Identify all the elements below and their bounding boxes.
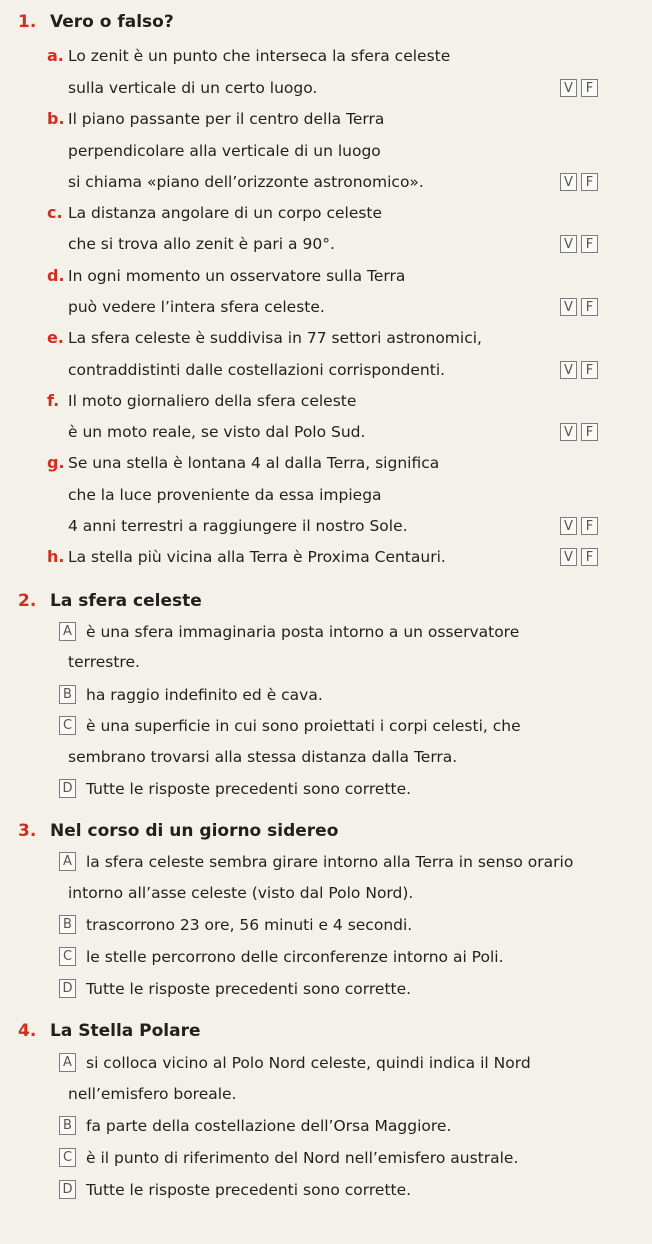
option-c-line-1: è una superficie in cui sono proiettati i corpi celesti, che — [86, 717, 521, 735]
option-d-box[interactable]: D — [59, 1180, 76, 1199]
option-c-box[interactable]: C — [59, 947, 76, 966]
option-a-box[interactable]: A — [59, 622, 76, 641]
option-b-box[interactable]: B — [59, 685, 76, 704]
option-d-box[interactable]: D — [59, 979, 76, 998]
question-1-title: Vero o falso? — [50, 12, 174, 32]
item-b-line-3: si chiama «piano dell’orizzonte astronomico». — [68, 173, 424, 191]
option-a-line-2: intorno all’asse celeste (visto dal Polo Nord). — [68, 884, 414, 902]
option-d-line-1: Tutte le risposte precedenti sono corrette. — [86, 780, 412, 798]
question-4-title: La Stella Polare — [50, 1021, 201, 1041]
item-g-line-3: 4 anni terrestri a raggiungere il nostro Sole. — [68, 517, 408, 535]
true-box[interactable]: V — [560, 548, 577, 566]
option-d-line-1: Tutte le risposte precedenti sono corrette. — [86, 1181, 412, 1199]
item-g-vf — [560, 517, 598, 535]
item-e-line-2: contraddistinti dalle costellazioni corrispondenti. — [68, 361, 446, 379]
option-c-line-1: le stelle percorrono delle circonferenze intorno ai Poli. — [86, 948, 504, 966]
item-c-line-1: La distanza angolare di un corpo celeste — [68, 204, 383, 222]
true-box[interactable]: V — [560, 235, 577, 253]
item-h-line-1: La stella più vicina alla Terra è Proxima Centauri. — [68, 548, 446, 566]
item-g-line-1: Se una stella è lontana 4 al dalla Terra, significa — [68, 454, 440, 472]
option-b-box[interactable]: B — [59, 1116, 76, 1135]
item-c-line-2: che si trova allo zenit è pari a 90°. — [68, 235, 335, 253]
true-box[interactable]: V — [560, 173, 577, 191]
item-f-line-2: è un moto reale, se visto dal Polo Sud. — [68, 423, 366, 441]
question-4-number: 4. — [18, 1021, 37, 1041]
false-box[interactable]: F — [581, 173, 598, 191]
true-box[interactable]: V — [560, 423, 577, 441]
true-box[interactable]: V — [560, 517, 577, 535]
item-d-line-2: può vedere l’intera sfera celeste. — [68, 298, 325, 316]
false-box[interactable]: F — [581, 423, 598, 441]
true-box[interactable]: V — [560, 298, 577, 316]
item-g-letter: g. — [47, 453, 65, 472]
item-d-line-1: In ogni momento un osservatore sulla Terra — [68, 267, 406, 285]
option-d-box[interactable]: D — [59, 779, 76, 798]
option-a-line-1: la sfera celeste sembra girare intorno alla Terra in senso orario — [86, 853, 574, 871]
item-c-letter: c. — [47, 203, 63, 222]
option-c-line-2: sembrano trovarsi alla stessa distanza dalla Terra. — [68, 748, 458, 766]
question-2-title: La sfera celeste — [50, 591, 202, 611]
option-c-line-1: è il punto di riferimento del Nord nell’emisfero australe. — [86, 1149, 519, 1167]
item-a-vf — [560, 79, 598, 97]
true-box[interactable]: V — [560, 79, 577, 97]
item-c-vf — [560, 235, 598, 253]
question-3-title: Nel corso di un giorno sidereo — [50, 821, 339, 841]
item-f-line-1: Il moto giornaliero della sfera celeste — [68, 392, 357, 410]
item-h-letter: h. — [47, 547, 65, 566]
question-3-number: 3. — [18, 821, 37, 841]
option-a-box[interactable]: A — [59, 852, 76, 871]
item-b-letter: b. — [47, 109, 65, 128]
option-a-line-1: si colloca vicino al Polo Nord celeste, quindi indica il Nord — [86, 1054, 531, 1072]
item-f-letter: f. — [47, 391, 60, 410]
false-box[interactable]: F — [581, 517, 598, 535]
item-b-line-2: perpendicolare alla verticale di un luogo — [68, 142, 381, 160]
item-d-vf — [560, 298, 598, 316]
item-a-line-2: sulla verticale di un certo luogo. — [68, 79, 318, 97]
item-e-letter: e. — [47, 328, 64, 347]
item-h-vf — [560, 548, 598, 566]
option-b-box[interactable]: B — [59, 915, 76, 934]
item-f-vf — [560, 423, 598, 441]
option-c-box[interactable]: C — [59, 1148, 76, 1167]
item-e-line-1: La sfera celeste è suddivisa in 77 settori astronomici, — [68, 329, 482, 347]
item-d-letter: d. — [47, 266, 65, 285]
true-box[interactable]: V — [560, 361, 577, 379]
false-box[interactable]: F — [581, 235, 598, 253]
false-box[interactable]: F — [581, 361, 598, 379]
false-box[interactable]: F — [581, 298, 598, 316]
option-a-line-2: nell’emisfero boreale. — [68, 1085, 237, 1103]
item-e-vf — [560, 361, 598, 379]
option-a-box[interactable]: A — [59, 1053, 76, 1072]
option-a-line-2: terrestre. — [68, 653, 140, 671]
item-a-letter: a. — [47, 46, 64, 65]
option-d-line-1: Tutte le risposte precedenti sono corrette. — [86, 980, 412, 998]
item-b-line-1: Il piano passante per il centro della Terra — [68, 110, 385, 128]
option-c-box[interactable]: C — [59, 716, 76, 735]
question-2-number: 2. — [18, 591, 37, 611]
item-b-vf — [560, 173, 598, 191]
option-b-line-1: trascorrono 23 ore, 56 minuti e 4 secondi. — [86, 916, 413, 934]
option-a-line-1: è una sfera immaginaria posta intorno a un osservatore — [86, 623, 520, 641]
option-b-line-1: fa parte della costellazione dell’Orsa Maggiore. — [86, 1117, 452, 1135]
option-b-line-1: ha raggio indefinito ed è cava. — [86, 686, 323, 704]
item-g-line-2: che la luce proveniente da essa impiega — [68, 486, 382, 504]
item-a-line-1: Lo zenit è un punto che interseca la sfera celeste — [68, 47, 451, 65]
false-box[interactable]: F — [581, 548, 598, 566]
false-box[interactable]: F — [581, 79, 598, 97]
question-1-number: 1. — [18, 12, 37, 32]
